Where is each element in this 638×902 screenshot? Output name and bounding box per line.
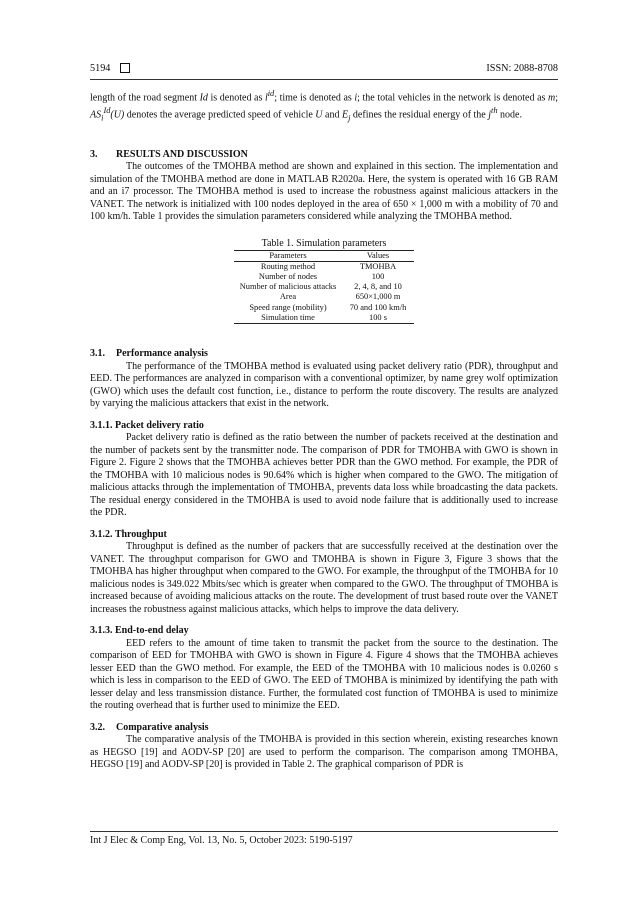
header-left	[90, 63, 130, 74]
table-cell: Routing method	[260, 261, 316, 271]
table-cell: 70 and 100 km/h	[349, 302, 407, 312]
section-3-1-1-paragraph: Packet delivery ratio is defined as the ratio between the number of packets received at the destination and the number of packets sent by the transmitter node. The comparison of PDR for TMOHBA with GWO is shown in Figure 2. Figure 2 shows that the TMOHBA achieves better PDR than the GWO method. For example, the PDR of the TMOHBA with 10 malicious nodes is 90.64% which is higher when compared to the GWO. The mitigation of malicious attacks through the implementation of TMOHBA, prevents data loss while broadcasting the data packets. The residual energy considered in the TMOHBA is used to avoid node failure that is additionally used to increase the PDR.	[90, 432, 558, 519]
section-3-1-2-paragraph: Throughput is defined as the number of packers that are successfully received at the destination over the VANET. The throughput comparison for GWO and TMOHBA is shown in Figure 3, Figure 3 shows that the TMOHBA has higher throughput when compared to the GWO. For example, the throughput of the TMOHBA for 10 malicious nodes is 349.022 Mbits/sec which is greater when compared to the GWO. The throughput of TMOHBA is increased because of avoiding malicious attacks on the route. The development of trust based route over the VANET increases the robustness against malicious attacks, which helps to improve the data delivery.	[90, 541, 558, 615]
table-cell: 100	[371, 272, 385, 282]
table-row	[234, 272, 414, 282]
table-caption: Table 1. Simulation parameters	[261, 237, 387, 249]
section-3-1-heading: 3.1. Performance analysis	[90, 348, 208, 360]
square-outline-icon	[120, 63, 130, 73]
table-header-cell: Values	[342, 250, 414, 261]
section-3-2-paragraph: The comparative analysis of the TMOHBA is provided in this section wherein, existing researches known as HEGSO [19] and AODV-SP [20] are used to perform the comparison. The comparison among TMOHBA, HEGSO [19] and AODV-SP [20] is provided in Table 2. The graphical comparison of PDR is	[90, 734, 558, 771]
page-number: 5194	[90, 62, 111, 74]
table-row	[234, 292, 414, 302]
table-row	[234, 261, 414, 272]
section-3-1-1-heading: 3.1.1. Packet delivery ratio	[90, 419, 204, 431]
table-1	[234, 238, 414, 324]
table-header-cell: Parameters	[234, 250, 342, 261]
table-row	[234, 313, 414, 324]
table-row	[234, 282, 414, 292]
page-header	[90, 58, 558, 78]
issn: ISSN: 2088-8708	[486, 62, 558, 74]
intro-paragraph: length of the road segment Id is denoted as $l^{id}$; time is denoted as i; the total vehicles in the network is denoted as m; $AS_i^{Id}(U)$ denotes the average predicted speed of vehicle U and $E_j$ defines the residual energy of the $j^{th}$ node.	[90, 89, 559, 123]
section-3-heading: 3. RESULTS AND DISCUSSION	[90, 148, 248, 160]
table-row	[234, 303, 414, 313]
table-cell: Number of nodes	[258, 272, 318, 282]
section-3-2-heading: 3.2. Comparative analysis	[90, 721, 209, 733]
table-cell: 100 s	[342, 313, 414, 324]
footer-rule	[90, 831, 558, 832]
table-cell: Number of malicious attacks	[239, 282, 337, 292]
table-header-row	[234, 250, 414, 261]
section-3-1-3-paragraph: EED refers to the amount of time taken to transmit the packet from the source to the destination. The comparison of EED for TMOHBA with GWO is shown in Figure 4. Figure 4 shows that the TMOHBA achieves lesser EED than the GWO method. For example, the EED of the TMOHBA with 10 malicious nodes is 0.0260 s which is less in comparison to the EED of GWO. The EED of TMOHBA is minimized by identifying the path with lesser delay and less transmission distance. Further, the formulated cost function of TMOHBA is used to minimize the routing overhead that is further used to minimize the EED.	[90, 637, 558, 712]
section-3-paragraph: The outcomes of the TMOHBA method are shown and explained in this section. The implementation and simulation of the TMOHBA method are done in MATLAB R2020a. Here, the system is operated with 16 GB RAM and an i7 processor. The TMOHBA method is used to increase the robustness against malicious attackers in the VANET. The network is initialized with 100 nodes deployed in the area of 650 × 1,000 m with a mobility of 70 and 100 km/h. Table 1 provides the simulation parameters considered while analyzing the TMOHBA method.	[90, 161, 558, 223]
table-cell: Area	[279, 292, 297, 302]
page-body	[90, 88, 558, 772]
section-3-1-2-heading: 3.1.2. Throughput	[90, 528, 167, 540]
table-cell: Simulation time	[234, 313, 342, 324]
section-3-1-paragraph: The performance of the TMOHBA method is evaluated using packet delivery ratio (PDR), throughput and EED. The performances are analyzed in comparison with a conventional optimizer, by name grey wolf optimization (GWO) which uses the default cost function, i.e., distance to perform the route discovery. The results are analyzed by varying the malicious attackers that exist in the network.	[90, 360, 558, 410]
section-3-1-3-heading: 3.1.3. End-to-end delay	[90, 625, 189, 637]
table-cell: 2, 4, 8, and 10	[354, 282, 402, 292]
table-cell: Speed range (mobility)	[249, 302, 327, 312]
page-footer: Int J Elec & Comp Eng, Vol. 13, No. 5, October 2023: 5190-5197	[90, 835, 353, 846]
simulation-parameters-table	[234, 250, 414, 324]
header-rule	[90, 79, 558, 80]
table-cell: TMOHBA	[359, 261, 397, 271]
table-cell: 650×1,000 m	[355, 292, 401, 302]
